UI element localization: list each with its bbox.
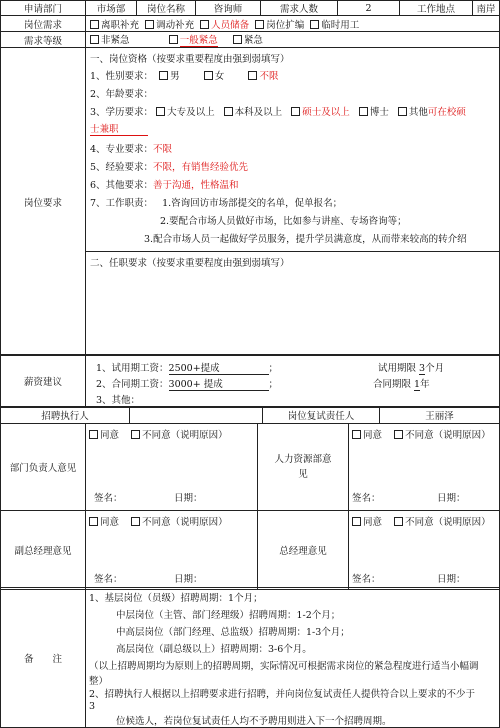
trial-period-row: 试用期限 3个月	[378, 363, 445, 374]
edu-option-4[interactable]: 博士	[359, 107, 389, 118]
contract-salary[interactable]: 3000+ 提成	[169, 376, 269, 391]
duty-3[interactable]: 3.配合市场人员一起做好学员服务，提升学员满意度，从而带来较高的转介绍	[144, 234, 467, 245]
duty-row: 7、工作职责： 1.咨询回访市场部提交的名单，促单报名；	[90, 198, 343, 209]
edu-option-1[interactable]: 大专及以上	[156, 107, 215, 118]
checkbox-icon	[359, 107, 368, 116]
checkbox-icon	[394, 517, 403, 526]
demand-option-2[interactable]: 调动补充	[145, 20, 194, 31]
checkbox-icon	[90, 20, 99, 29]
salary-table	[0, 354, 500, 408]
checkbox-icon	[352, 430, 361, 439]
qualification-cell	[86, 48, 500, 252]
remark-line: 中高层岗位（部门经理、总监级）招聘周期：1-3个月；	[116, 627, 350, 638]
vice-gm-agree[interactable]: 同意	[89, 517, 119, 528]
checkbox-icon	[200, 20, 209, 29]
level-option-1[interactable]: 非紧急	[90, 35, 130, 46]
other-value[interactable]: 善于沟通，性格温和	[153, 180, 239, 191]
remarks-table	[0, 587, 500, 728]
dept-head-disagree[interactable]: 不同意（说明原因）	[131, 430, 228, 441]
checkbox-icon	[398, 107, 407, 116]
approval-table	[0, 423, 500, 590]
level-options	[86, 32, 500, 48]
qualification2-cell[interactable]	[86, 252, 500, 356]
remark-line: 2、招聘执行人根据以上招聘要求进行招聘，并向岗位复试责任人提供符合以上要求的不少于	[89, 689, 476, 700]
checkbox-icon	[394, 430, 403, 439]
hr-sign[interactable]: 签名：	[352, 493, 381, 504]
vice-gm-label: 副总经理意见	[1, 511, 86, 590]
dept-head-cell	[86, 424, 258, 511]
hr-date[interactable]: 日期：	[437, 493, 466, 504]
hr-dept-cell	[349, 424, 500, 511]
age-label: 2、年龄要求：	[90, 89, 154, 100]
executor-value[interactable]	[130, 407, 263, 424]
checkbox-icon	[159, 71, 168, 80]
gm-disagree[interactable]: 不同意（说明原因）	[394, 517, 491, 528]
remark-line: 3	[89, 701, 96, 712]
header-table	[0, 0, 500, 16]
remark-line: （以上招聘周期均为原则上的招聘周期，实际情况可根据需求岗位的紧急程度进行适当小幅调	[89, 661, 479, 672]
checkbox-icon	[233, 35, 242, 44]
reviewer-value[interactable]: 王丽泽	[380, 407, 500, 424]
exp-value[interactable]: 不限，有销售经验优先	[153, 162, 249, 173]
checkbox-icon	[169, 35, 178, 44]
gm-label: 总经理意见	[258, 511, 349, 590]
gender-male[interactable]: 男	[159, 71, 180, 82]
count-label: 需求人数	[261, 1, 338, 16]
post-value[interactable]: 咨询师	[196, 1, 261, 16]
requirements-label: 岗位要求	[1, 48, 86, 356]
major-value[interactable]: 不限	[153, 144, 173, 155]
reviewer-label: 岗位复试责任人	[263, 407, 380, 424]
edu-other-cont[interactable]: 士兼职	[90, 121, 148, 136]
vice-gm-cell	[86, 511, 258, 590]
edu-option-3[interactable]: 硕士及以上	[291, 107, 350, 118]
remarks-cell	[86, 588, 500, 728]
checkbox-icon	[291, 107, 300, 116]
gm-cell	[349, 511, 500, 590]
level-label: 需求等级	[1, 32, 86, 48]
contract-row: 2、合同期工资：3000+ 提成 ；	[96, 376, 278, 391]
section1-title: 一、岗位资格（按要求重要程度由强到弱填写）	[90, 54, 290, 65]
contract-period-value[interactable]: 1	[414, 379, 421, 390]
demand-option-4[interactable]: 岗位扩编	[255, 20, 304, 31]
dept-head-date[interactable]: 日期：	[174, 493, 203, 504]
trial-salary[interactable]: 2500+提成	[169, 360, 269, 375]
demand-options	[86, 16, 500, 32]
duty-2[interactable]: 2.要配合市场人员做好市场，比如参与讲座、专场咨询等；	[160, 216, 407, 227]
executor-label: 招聘执行人	[1, 407, 130, 424]
remark-line: 1、基层岗位（员级）招聘周期：1个月；	[89, 593, 263, 604]
checkbox-icon	[204, 71, 213, 80]
checkbox-icon	[352, 517, 361, 526]
salary-label: 薪资建议	[1, 355, 86, 408]
gender-female[interactable]: 女	[204, 71, 225, 82]
checkbox-icon	[156, 107, 165, 116]
edu-row: 3、学历要求： 大专及以上 本科及以上 硕士及以上 博士 其他可在校硕	[90, 107, 466, 118]
section2-title: 二、任职要求（按要求重要程度由强到弱填写）	[90, 258, 290, 269]
place-value[interactable]: 南岸	[473, 1, 500, 16]
demand-option-1[interactable]: 离职补充	[90, 20, 139, 31]
remark-line: 位候选人，若岗位复试责任人均不予聘用则进入下一个招聘周期。	[116, 716, 392, 727]
checkbox-icon	[89, 517, 98, 526]
salary-cell	[86, 355, 500, 408]
gm-agree[interactable]: 同意	[352, 517, 382, 528]
demand-table	[0, 15, 500, 48]
checkbox-icon	[255, 20, 264, 29]
dept-value[interactable]: 市场部	[86, 1, 137, 16]
trial-row: 1、试用期工资：2500+提成 ；	[96, 360, 278, 375]
checkbox-icon	[310, 20, 319, 29]
dept-label: 申请部门	[1, 1, 86, 16]
major-row: 4、专业要求：不限	[90, 144, 173, 155]
checkbox-icon	[131, 517, 140, 526]
level-option-3[interactable]: 紧急	[233, 35, 263, 46]
gender-any[interactable]: 不限	[248, 71, 278, 82]
vice-gm-sign[interactable]: 签名：	[94, 574, 123, 585]
contract-period-row: 合同期限 1年	[373, 379, 430, 390]
hr-disagree[interactable]: 不同意（说明原因）	[394, 430, 491, 441]
dept-head-agree[interactable]: 同意	[89, 430, 119, 441]
gm-sign[interactable]: 签名：	[352, 574, 381, 585]
checkbox-icon	[248, 71, 257, 80]
remark-line: 整）	[89, 676, 109, 687]
duty-1[interactable]: 1.咨询回访市场部提交的名单，促单报名；	[162, 198, 343, 209]
edu-option-5[interactable]: 其他可在校硕	[398, 107, 466, 118]
hr-agree[interactable]: 同意	[352, 430, 382, 441]
checkbox-icon	[90, 35, 99, 44]
count-value[interactable]: 2	[338, 1, 400, 16]
remark-line: 中层岗位（主管、部门经理级）招聘周期：1-2个月；	[116, 610, 341, 621]
requirements-table	[0, 47, 500, 356]
gender-row: 1、性别要求： 男 女 不限	[90, 71, 279, 82]
checkbox-icon	[131, 430, 140, 439]
exp-row: 5、经验要求：不限，有销售经验优先	[90, 162, 249, 173]
other-row: 6、其他要求：善于沟通，性格温和	[90, 180, 239, 191]
salary-other-label[interactable]: 3、其他：	[96, 395, 141, 406]
demand-label: 岗位需求	[1, 16, 86, 32]
post-label: 岗位名称	[137, 1, 196, 16]
gm-date[interactable]: 日期：	[437, 574, 466, 585]
remarks-label: 备 注	[1, 588, 86, 728]
recruit-table	[0, 406, 500, 424]
hr-dept-label: 人力资源部意 见	[258, 424, 349, 511]
demand-option-3[interactable]: 人员储备	[200, 20, 249, 31]
vice-gm-disagree[interactable]: 不同意（说明原因）	[131, 517, 228, 528]
checkbox-icon	[145, 20, 154, 29]
level-option-2[interactable]: 一般紧急	[169, 35, 218, 46]
dept-head-sign[interactable]: 签名：	[94, 493, 123, 504]
checkbox-icon	[89, 430, 98, 439]
place-label: 工作地点	[400, 1, 473, 16]
edu-option-2[interactable]: 本科及以上	[224, 107, 283, 118]
demand-option-5[interactable]: 临时用工	[310, 20, 359, 31]
checkbox-icon	[224, 107, 233, 116]
vice-gm-date[interactable]: 日期：	[174, 574, 203, 585]
dept-head-label: 部门负责人意见	[1, 424, 86, 511]
remark-line: 高层岗位（副总级以上）招聘周期：3-6个月。	[116, 644, 312, 655]
trial-period-value[interactable]: 3	[419, 363, 426, 374]
